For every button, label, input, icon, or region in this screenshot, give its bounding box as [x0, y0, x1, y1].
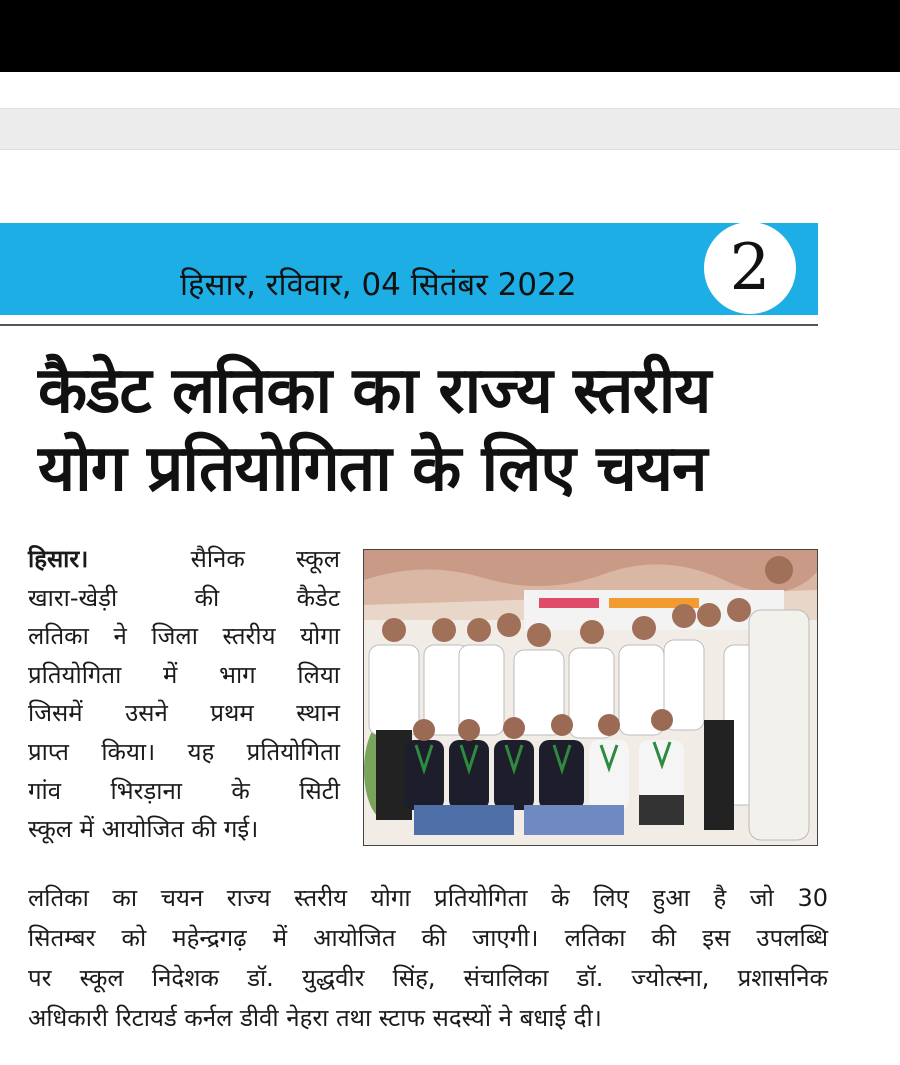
headline	[38, 352, 818, 508]
column-line: प्रतियोगिता में भाग लिया	[28, 660, 340, 689]
column-line: स्कूल में आयोजित की गई।	[28, 815, 259, 844]
body-line: सितम्बर को महेन्द्रगढ़ में आयोजित की जाएगी। लतिका की इस उपलब्धि	[28, 924, 828, 952]
body-line: अधिकारी रिटायर्ड कर्नल डीवी नेहरा तथा स्टाफ सदस्यों ने बधाई दी।	[28, 1004, 602, 1032]
body-line: पर स्कूल निदेशक डॉ. युद्धवीर सिंह, संचालिका डॉ. ज्योत्स्ना, प्रशासनिक	[28, 964, 828, 992]
column-line: खारा-खेड़ी की कैडेट	[28, 583, 340, 612]
column-line: गांव भिरड़ाना के सिटी	[28, 776, 340, 805]
column-line: सैनिक स्कूल	[190, 545, 340, 573]
browser-grey-strip	[0, 108, 900, 150]
top-black-bar	[0, 0, 900, 72]
header-rule	[0, 324, 818, 326]
lead-place: हिसार।	[28, 545, 89, 573]
body-paragraph	[28, 878, 828, 1038]
column-line: जिसमें उसने प्रथम स्थान	[28, 699, 340, 728]
column-line: लतिका ने जिला स्तरीय योगा	[28, 622, 340, 651]
body-line: लतिका का चयन राज्य स्तरीय योगा प्रतियोगिता के लिए हुआ है जो 30	[28, 884, 828, 912]
group-photo	[363, 549, 818, 846]
headline-line-2: योग प्रतियोगिता के लिए चयन	[38, 432, 707, 506]
headline-line-1: कैडेट लतिका का राज्य स्तरीय	[38, 354, 711, 428]
dateline: हिसार, रविवार, 04 सितंबर 2022	[180, 267, 577, 303]
page-number: 2	[729, 231, 771, 305]
column-line: प्राप्त किया। यह प्रतियोगिता	[28, 737, 340, 766]
lead-paragraph	[28, 540, 340, 849]
